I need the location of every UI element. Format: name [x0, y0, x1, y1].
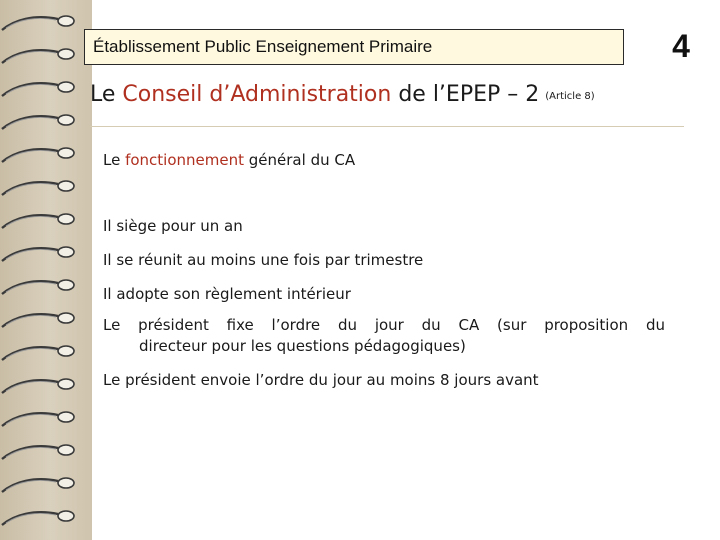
spiral-ring [2, 16, 74, 30]
list-item: Il se réunit au moins une fois par trimestre [103, 251, 424, 269]
spiral-ring [2, 49, 74, 63]
article-reference: (Article 8) [545, 91, 595, 102]
list-item-line: Le président fixe l’ordre du jour du CA (sur proposition du [103, 316, 665, 334]
section-heading-accent: fonctionnement [125, 151, 245, 169]
spiral-binding-icon [0, 0, 92, 540]
page-title: Établissement Public Enseignement Primaire [84, 29, 624, 65]
spiral-ring [2, 280, 74, 294]
spiral-ring [2, 181, 74, 195]
spiral-ring [2, 214, 74, 228]
slide-subtitle [90, 82, 595, 107]
spiral-binding [0, 0, 92, 540]
list-item: Il adopte son règlement intérieur [103, 285, 351, 303]
spiral-ring [2, 412, 74, 426]
spiral-ring [2, 115, 74, 129]
divider [90, 126, 684, 127]
subtitle-accent: Conseil d’Administration [122, 82, 392, 107]
spiral-ring [2, 148, 74, 162]
page-number: 4 [672, 28, 690, 64]
section-heading-rest: général du CA [244, 151, 356, 169]
spiral-ring [2, 511, 74, 525]
subtitle-text-start: Le [90, 82, 123, 107]
subtitle-text-end: de l’EPEP – 2 [391, 82, 540, 107]
list-item-continuation: directeur pour les questions pédagogiques) [139, 337, 466, 355]
spiral-ring [2, 445, 74, 459]
spiral-ring [2, 478, 74, 492]
section-heading-prefix: Le [103, 151, 126, 169]
spiral-ring [2, 313, 74, 327]
list-item: Le président envoie l’ordre du jour au moins 8 jours avant [103, 371, 539, 389]
section-heading [103, 151, 355, 169]
spiral-ring [2, 82, 74, 96]
spiral-ring [2, 247, 74, 261]
spiral-ring [2, 346, 74, 360]
list-item: Il siège pour un an [103, 217, 243, 235]
spiral-ring [2, 379, 74, 393]
list-item [103, 315, 665, 357]
